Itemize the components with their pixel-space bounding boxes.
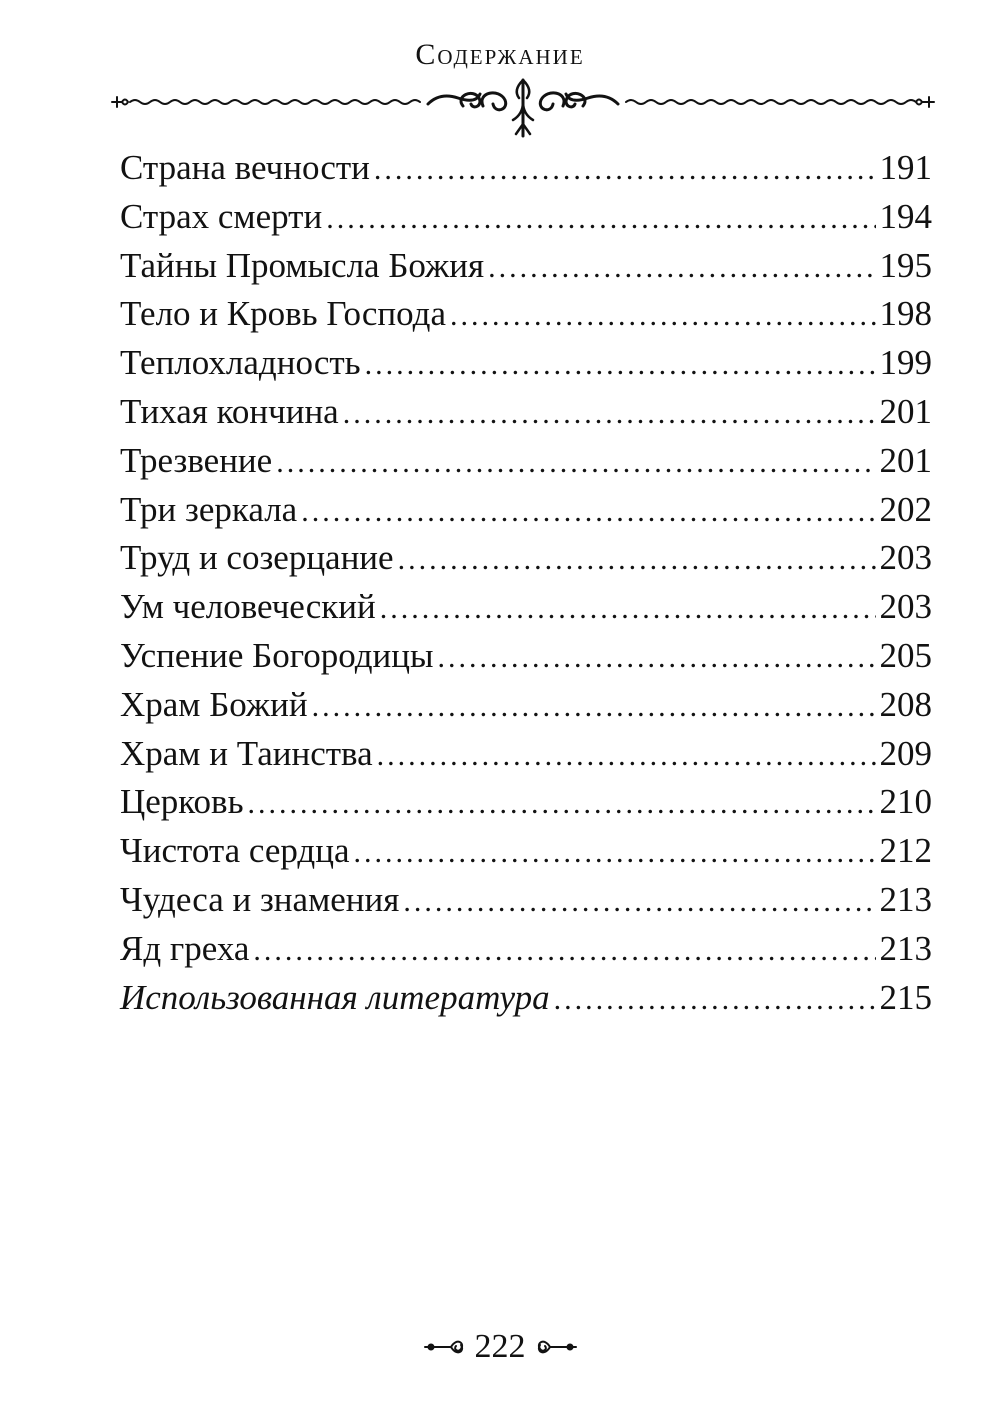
toc-entry-title: Храм Божий — [120, 684, 308, 724]
toc-entry — [120, 144, 932, 193]
toc-entry — [120, 534, 932, 583]
flourish-left-icon — [421, 1333, 467, 1361]
toc-entry-title: Страна вечности — [120, 148, 370, 187]
toc-entry — [120, 193, 932, 242]
toc-entry — [120, 876, 932, 925]
toc-leader-dots — [326, 195, 875, 244]
flourish-right-icon — [534, 1333, 580, 1361]
toc-entry-title: Храм и Таинства — [120, 733, 373, 773]
toc-entry-page: 213 — [879, 879, 932, 919]
toc-leader-dots — [343, 390, 876, 439]
toc-leader-dots — [380, 585, 876, 634]
toc-leader-dots — [374, 146, 876, 195]
toc-entry-page: 203 — [879, 538, 932, 578]
toc-entry-page: 201 — [879, 391, 932, 431]
toc-entry-title: Чистота сердца — [120, 831, 350, 871]
toc-entry-page: 215 — [879, 977, 932, 1017]
toc-leader-dots — [398, 536, 876, 585]
toc-entry — [120, 486, 932, 535]
toc-entry — [120, 290, 932, 339]
toc-leader-dots — [253, 927, 875, 976]
page-number: 222 — [474, 1328, 526, 1365]
toc-entry-title: Ум человеческий — [120, 587, 376, 627]
toc-entry-title: Использованная литература — [120, 977, 550, 1017]
toc-entry — [120, 632, 932, 681]
toc-entry — [120, 681, 932, 730]
toc-entry-title: Тело и Кровь Господа — [120, 294, 446, 334]
toc-entry — [120, 388, 932, 437]
toc-entry-title: Три зеркала — [120, 489, 298, 529]
toc-entry-page: 202 — [879, 489, 932, 529]
toc-entry — [120, 730, 932, 779]
toc-entry-title: Тихая кончина — [120, 391, 339, 431]
toc-leader-dots — [276, 439, 875, 488]
toc-entry — [120, 242, 932, 291]
toc-entry-page: 210 — [879, 782, 932, 822]
toc-leader-dots — [312, 683, 876, 732]
toc-entry — [120, 778, 932, 827]
toc-leader-dots — [554, 976, 876, 1025]
toc-leader-dots — [403, 878, 875, 927]
toc-entry-title: Труд и созерцание — [120, 538, 394, 578]
toc-entry-page: 205 — [879, 635, 932, 675]
toc-entry-page: 195 — [879, 245, 932, 285]
toc-entry-title: Яд греха — [120, 928, 250, 968]
toc-entry-page: 199 — [879, 343, 932, 383]
page-footer — [0, 1328, 1000, 1366]
toc-entry-title: Трезвение — [120, 440, 273, 480]
toc-entry-page: 201 — [879, 440, 932, 480]
toc-entry — [120, 339, 932, 388]
toc-entry-title: Тайны Промысла Божия — [120, 245, 485, 285]
page-header-title: Содержание — [415, 38, 585, 71]
toc-entry-title: Успение Богородицы — [120, 635, 434, 675]
ornamental-divider-icon — [108, 76, 938, 142]
toc-leader-dots — [301, 488, 875, 537]
toc-entry-page: 203 — [879, 587, 932, 627]
toc-entry-title: Чудеса и знамения — [120, 879, 400, 919]
table-of-contents — [120, 144, 932, 1022]
toc-entry-page: 191 — [879, 148, 932, 187]
toc-entry-title: Страх смерти — [120, 196, 323, 236]
toc-entry-title: Церковь — [120, 782, 244, 822]
toc-entry — [120, 583, 932, 632]
toc-entry-page: 209 — [879, 733, 932, 773]
toc-leader-dots — [354, 829, 876, 878]
toc-entry — [120, 974, 932, 1023]
toc-entry — [120, 437, 932, 486]
toc-entry-title: Теплохладность — [120, 343, 361, 383]
toc-leader-dots — [377, 732, 876, 781]
toc-leader-dots — [488, 244, 875, 293]
toc-entry-page: 212 — [879, 831, 932, 871]
toc-entry-page: 208 — [879, 684, 932, 724]
toc-entry-page: 194 — [879, 196, 932, 236]
toc-entry — [120, 827, 932, 876]
toc-entry — [120, 925, 932, 974]
toc-leader-dots — [437, 634, 875, 683]
toc-leader-dots — [365, 341, 876, 390]
toc-entry-page: 198 — [879, 294, 932, 334]
toc-leader-dots — [248, 780, 876, 829]
toc-entry-page: 213 — [879, 928, 932, 968]
toc-leader-dots — [450, 292, 876, 341]
